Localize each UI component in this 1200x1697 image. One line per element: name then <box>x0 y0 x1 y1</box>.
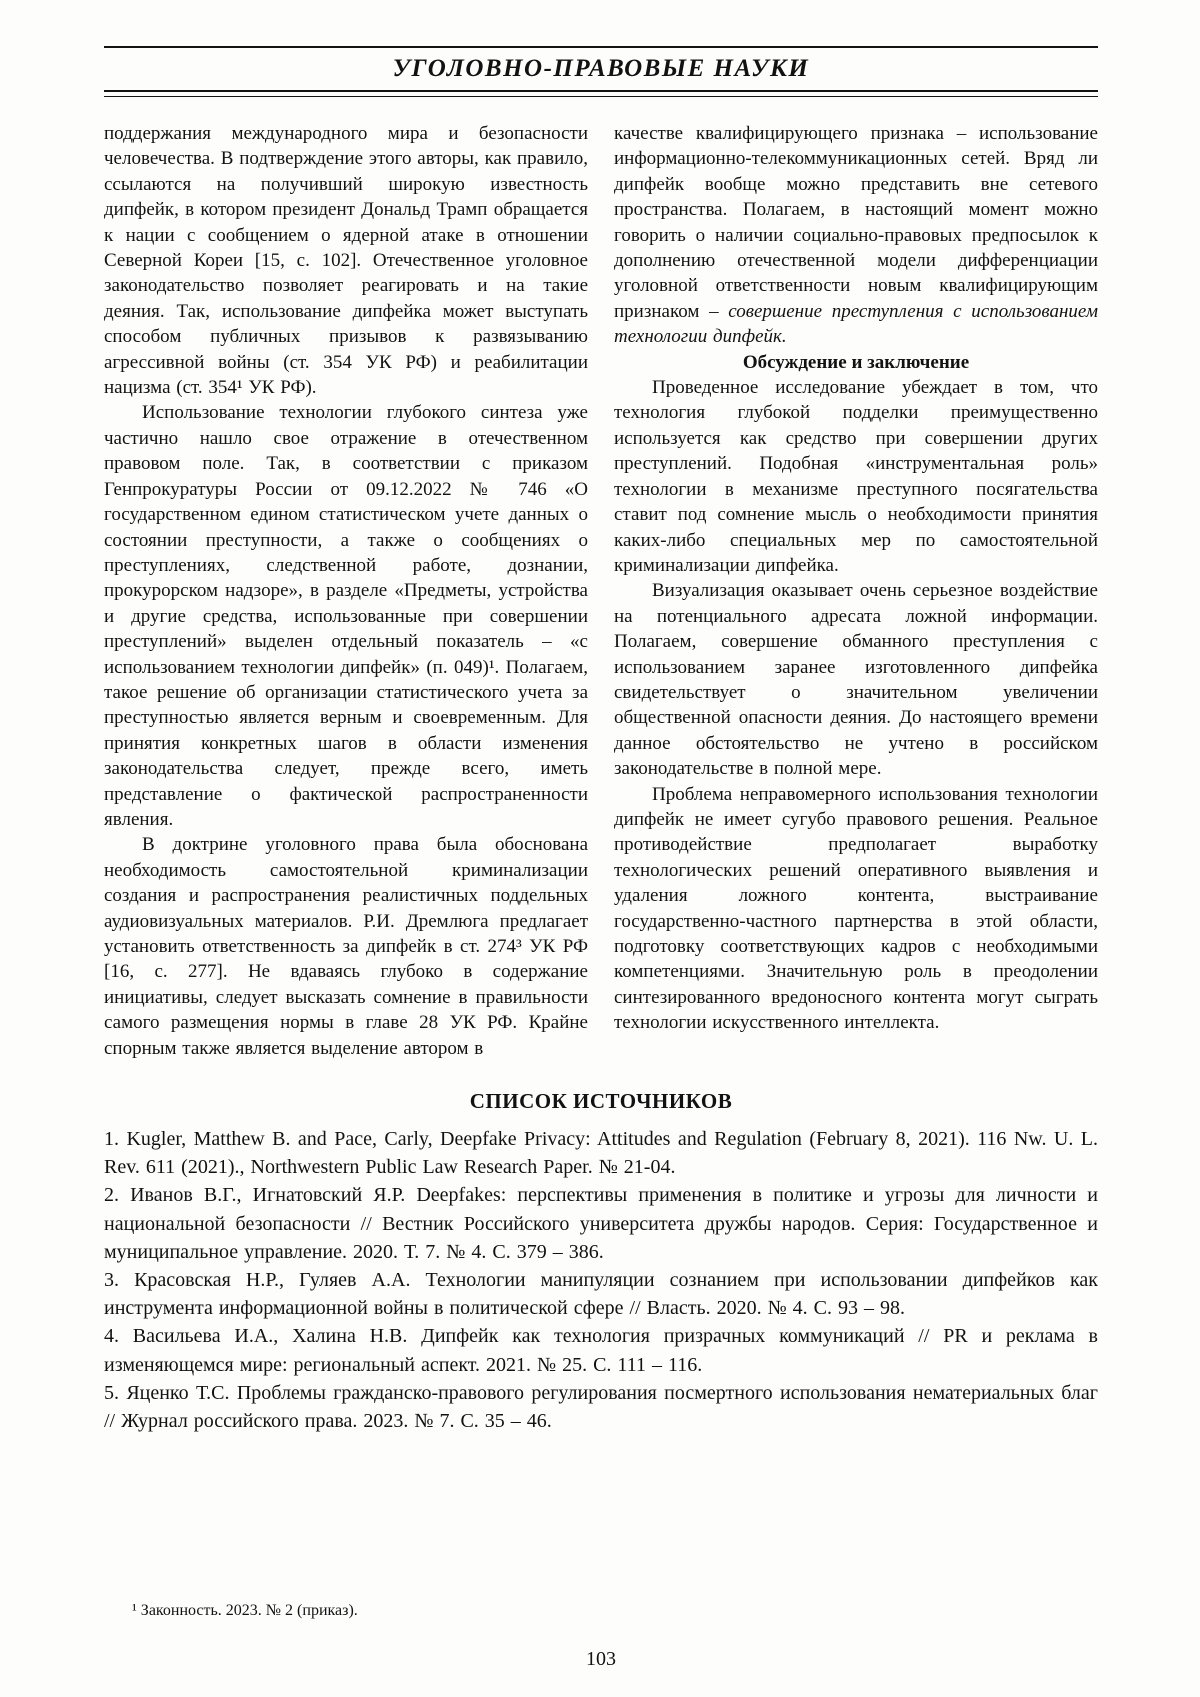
reference-item: 1. Kugler, Matthew B. and Pace, Carly, Deepfake Privacy: Attitudes and Regulation (February 8, 2021). 116 Nw. U. L. Rev. 611 (2021)., Northwestern Public Law Research Paper. № 21-04. <box>104 1128 1098 1179</box>
left-column <box>104 121 588 1061</box>
page-header <box>104 46 1098 97</box>
header-rule-top <box>104 46 1098 48</box>
page-number: 103 <box>586 1648 616 1670</box>
references-heading: СПИСОК ИСТОЧНИКОВ <box>469 1089 733 1114</box>
paragraph: Проблема неправомерного использования технологии дипфейк не имеет сугубо правового решения. Реальное противодействие предполагает выработку технологических решений оперативного выявления и удаления ложного контента, выстраивание государственно-частного партнерства в этой области, подготовку соответствующих кадров с необходимыми компетенциями. Значительную роль в преодолении синтезированного вредоносного контента могут сыграть технологии искусственного интеллекта. <box>614 783 1098 1034</box>
header-rule-bottom <box>104 90 1098 97</box>
page-footer <box>104 1600 1098 1671</box>
discussion-heading: Обсуждение и заключение <box>742 351 970 373</box>
right-column <box>614 121 1098 1061</box>
reference-item: 5. Яценко Т.С. Проблемы гражданско-правового регулирования посмертного использования нематериальных благ // Журнал российского права. 2023. № 7. С. 35 – 46. <box>104 1381 1098 1433</box>
paragraph-text: качестве квалифицирующего признака – использование информационно-телекоммуникационных сетей. Вряд ли дипфейк вообще можно представить вне сетевого пространства. Полагаем, в настоящий момент можно говорить о наличии социально-правовых предпосылок к дополнению отечественной модели дифференциации уголовной ответственности новым квалифицирующим признаком – <box>614 123 1098 322</box>
paragraph: Визуализация оказывает очень серьезное воздействие на потенциального адресата ложной информации. Полагаем, совершение обманного преступления с использованием заранее изготовленного дипфейка свидетельствует о значительном увеличении общественной опасности деяния. До настоящего времени данное обстоятельство не учтено в российском законодательстве в полной мере. <box>614 580 1098 780</box>
paragraph: Проведенное исследование убеждает в том, что технология глубокой подделки преимущественно используется как средство при совершении других преступлений. Подобная «инструментальная роль» технологии в механизме преступного посягательства ставит под сомнение мысль о необходимости принятия каких-либо специальных мер по самостоятельной криминализации дипфейка. <box>614 377 1098 576</box>
article-body <box>104 121 1098 1061</box>
section-title: УГОЛОВНО-ПРАВОВЫЕ НАУКИ <box>392 55 810 82</box>
reference-item: 2. Иванов В.Г., Игнатовский Я.Р. Deepfakes: перспективы применения в политике и угрозы для личности и национальной безопасности // Вестник Российского университета дружбы народов. Серия: Государственное и муниципальное управление. 2020. Т. 7. № 4. С. 379 – 386. <box>104 1184 1098 1263</box>
reference-item: 3. Красовская Н.Р., Гуляев А.А. Технологии манипуляции сознанием при использовании дипфейков как инструмента информационной войны в политической сфере // Власть. 2020. № 4. С. 93 – 98. <box>104 1269 1098 1320</box>
footnote: ¹ Законность. 2023. № 2 (приказ). <box>132 1602 358 1619</box>
reference-item: 4. Васильева И.А., Халина Н.В. Дипфейк как технология призрачных коммуникаций // PR и реклама в изменяющемся мире: региональный аспект. 2021. № 25. С. 111 – 116. <box>104 1325 1098 1376</box>
paragraph-continuation <box>614 121 1098 350</box>
paragraph: Использование технологии глубокого синтеза уже частично нашло свое отражение в отечественном правовом поле. Так, в соответствии с приказом Генпрокуратуры России от 09.12.2022 № 746 «О государственном едином статистическом учете данных о состоянии преступности, а также о сообщениях о преступлениях, следственной работе, дознании, прокурорском надзоре», в разделе «Предметы, устройства и другие средства, использованные при совершении преступлений» выделен отдельный показатель – «с использованием технологии дипфейк» (п. 049)¹. Полагаем, такое решение об организации статистического учета за преступностью является верным и своевременным. Для принятия конкретных шагов в области изменения законодательства следует, прежде всего, иметь представление о фактической распространенности явления. <box>104 402 588 830</box>
paragraph: В доктрине уголовного права была обоснована необходимость самостоятельной криминализации создания и распространения реалистичных поддельных аудиовизуальных материалов. Р.И. Дремлюга предлагает установить ответственность за дипфейк в ст. 274³ УК РФ [16, с. 277]. Не вдаваясь глубоко в содержание инициативы, следует высказать сомнение в правильности самого размещения нормы в главе 28 УК РФ. Крайне спорным также является выделение автором в <box>104 834 588 1059</box>
italic-term: совершение преступления с использованием технологии дипфейк. <box>614 300 1098 348</box>
paragraph-continuation: поддержания международного мира и безопасности человечества. В подтверждение этого авторы, как правило, ссылаются на получивший широкую известность дипфейк, в котором президент Дональд Трамп обращается к нации с сообщением о ядерной атаке в отношении Северной Кореи [15, с. 102]. Отечественное уголовное законодательство позволяет реагировать и на такие деяния. Так, использование дипфейка может выступать способом публичных призывов к развязыванию агрессивной войны (ст. 354 УК РФ) и реабилитации нацизма (ст. 354¹ УК РФ). <box>104 123 588 399</box>
references-section <box>104 1087 1098 1435</box>
